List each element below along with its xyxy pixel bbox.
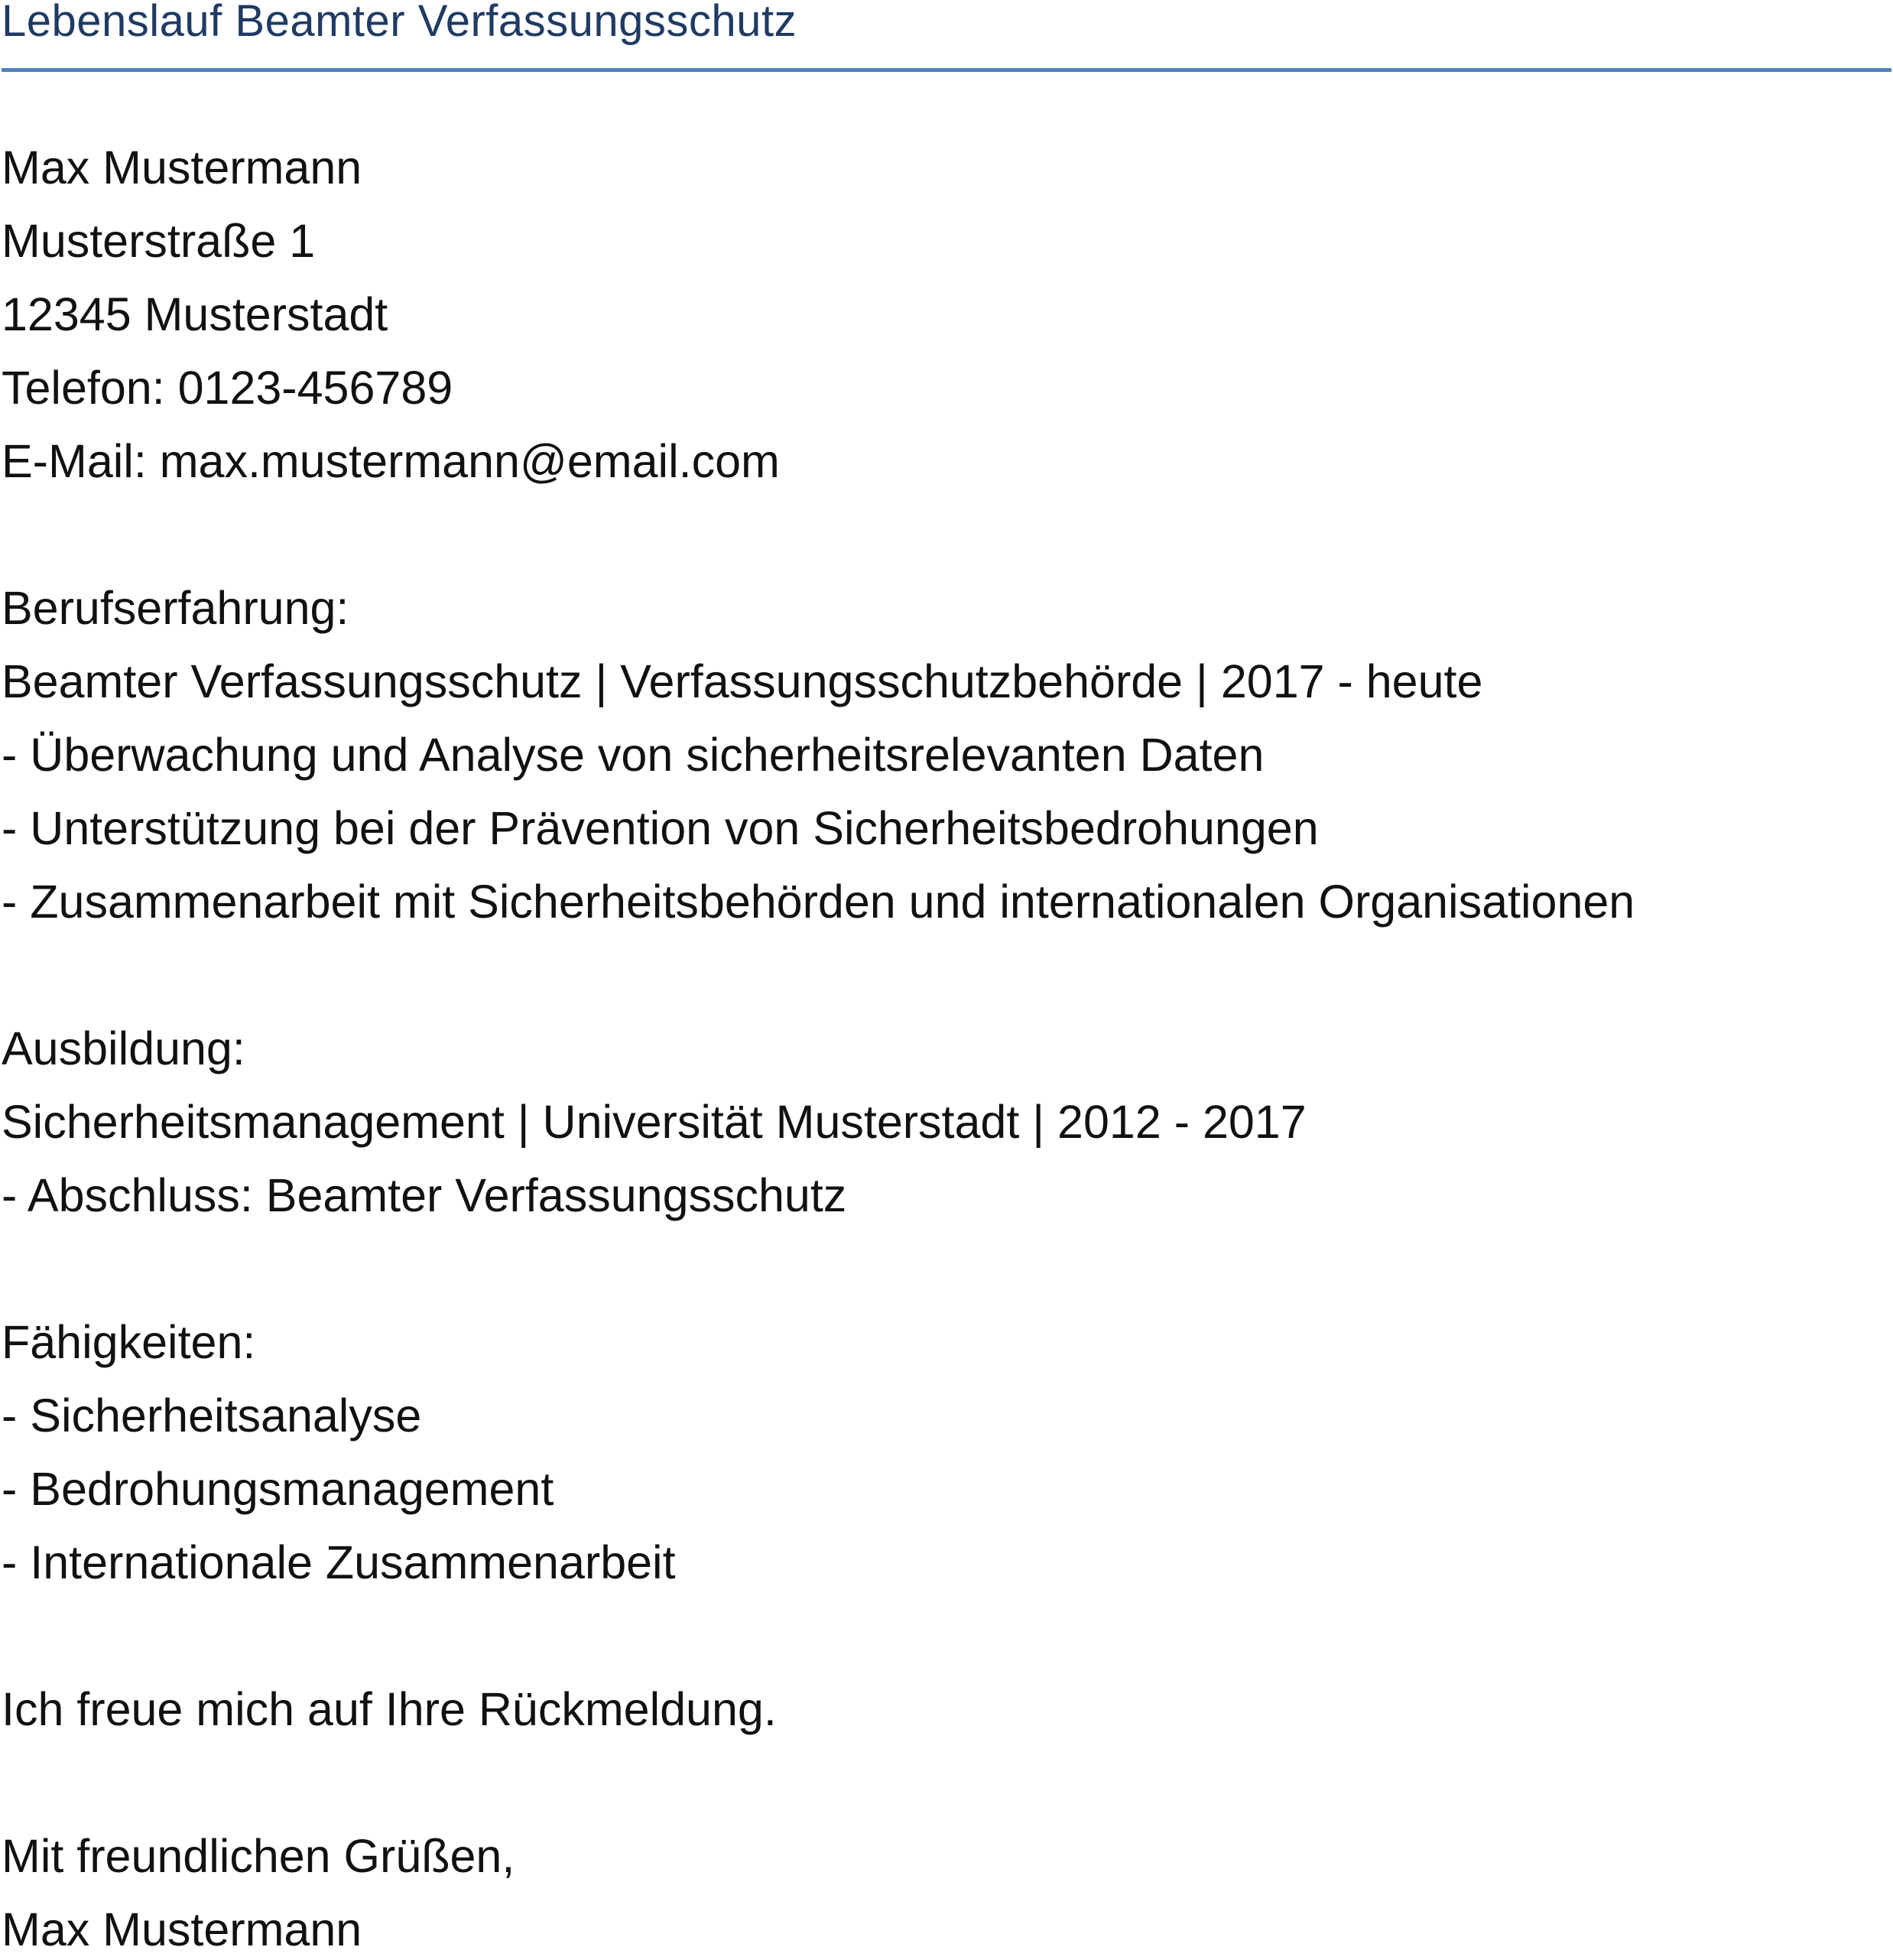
experience-bullet: - Zusammenarbeit mit Sicherheitsbehörden und internationalen Organisationen <box>2 876 1635 928</box>
title-underline <box>2 68 1891 72</box>
closing-sentence: Ich freue mich auf Ihre Rückmeldung. <box>2 1683 777 1735</box>
experience-heading: Berufserfahrung: <box>2 582 349 634</box>
closing-signature: Max Mustermann <box>2 1903 362 1955</box>
experience-bullet: - Überwachung und Analyse von sicherheitsrelevanten Daten <box>2 729 1265 781</box>
education-heading: Ausbildung: <box>2 1022 245 1074</box>
education-program: Sicherheitsmanagement | Universität Musterstadt | 2012 - 2017 <box>2 1096 1307 1148</box>
skills-item: - Sicherheitsanalyse <box>2 1390 422 1442</box>
skills-heading: Fähigkeiten: <box>2 1316 256 1368</box>
contact-name: Max Mustermann <box>2 141 362 193</box>
experience-bullet: - Unterstützung bei der Prävention von Sicherheitsbedrohungen <box>2 802 1319 854</box>
closing-salutation: Mit freundlichen Grüßen, <box>2 1830 515 1882</box>
contact-city: 12345 Musterstadt <box>2 288 388 340</box>
experience-position: Beamter Verfassungsschutz | Verfassungsschutzbehörde | 2017 - heute <box>2 655 1483 707</box>
skills-item: - Internationale Zusammenarbeit <box>2 1536 676 1588</box>
contact-email: E-Mail: max.mustermann@email.com <box>2 435 780 487</box>
contact-phone: Telefon: 0123-456789 <box>2 362 453 414</box>
contact-street: Musterstraße 1 <box>2 215 316 267</box>
document-title: Lebenslauf Beamter Verfassungsschutz <box>2 0 797 46</box>
skills-item: - Bedrohungsmanagement <box>2 1463 554 1515</box>
education-bullet: - Abschluss: Beamter Verfassungsschutz <box>2 1169 847 1221</box>
